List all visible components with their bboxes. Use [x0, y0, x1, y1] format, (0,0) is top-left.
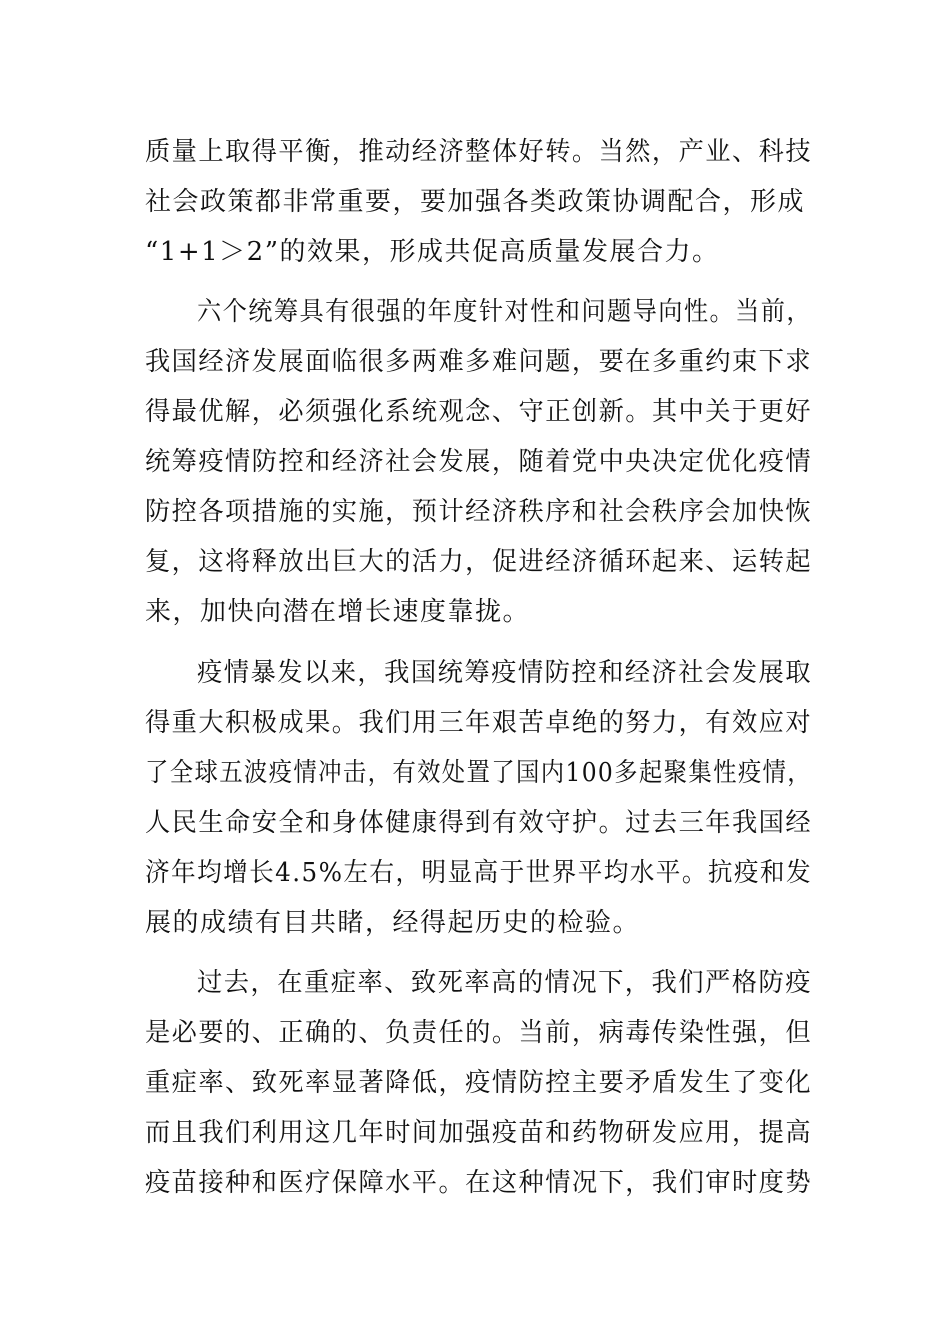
paragraph-3-line-1: 疫情暴发以来，我国统筹疫情防控和经济社会发展取	[197, 658, 812, 688]
paragraph-2-line-1: 六个统筹具有很强的年度针对性和问题导向性。当前，	[197, 297, 813, 327]
paragraph-2-line-2: 我国经济发展面临很多两难多难问题，要在多重约束下求	[145, 347, 813, 377]
paragraph-4-line-2: 是必要的、正确的、负责任的。当前，病毒传染性强，但	[145, 1018, 813, 1048]
paragraph-3-line-2: 得重大积极成果。我们用三年艰苦卓绝的努力，有效应对	[145, 708, 813, 738]
paragraph-4-line-1: 过去，在重症率、致死率高的情况下，我们严格防疫	[197, 968, 812, 998]
paragraph-3-line-4: 人民生命安全和身体健康得到有效守护。过去三年我国经	[145, 808, 813, 838]
paragraph-2-line-6: 复，这将释放出巨大的活力，促进经济循环起来、运转起	[145, 547, 813, 577]
paragraph-3-line-6: 展的成绩有目共睹，经得起历史的检验。	[145, 908, 641, 938]
paragraph-3-line-5: 济年均增长4.5%左右，明显高于世界平均水平。抗疫和发	[145, 858, 813, 888]
paragraph-4-line-5: 疫苗接种和医疗保障水平。在这种情况下，我们审时度势	[145, 1168, 813, 1198]
paragraph-2-line-4: 统筹疫情防控和经济社会发展，随着党中央决定优化疫情	[145, 447, 813, 477]
paragraph-2-line-7: 来，加快向潜在增长速度靠拢。	[145, 597, 531, 627]
paragraph-1-line-3: “1+1＞2”的效果，形成共促高质量发展合力。	[145, 237, 720, 267]
paragraph-2-line-5: 防控各项措施的实施，预计经济秩序和社会秩序会加快恢	[145, 497, 813, 527]
paragraph-1-line-1: 质量上取得平衡，推动经济整体好转。当然，产业、科技	[145, 137, 813, 167]
paragraph-3-line-3: 了全球五波疫情冲击，有效处置了国内100多起聚集性疫情，	[145, 758, 813, 788]
paragraph-2-line-3: 得最优解，必须强化系统观念、守正创新。其中关于更好	[145, 397, 813, 427]
paragraph-4-line-3: 重症率、致死率显著降低，疫情防控主要矛盾发生了变化	[145, 1068, 813, 1098]
paragraph-4-line-4: 而且我们利用这几年时间加强疫苗和药物研发应用，提高	[145, 1118, 813, 1148]
paragraph-1-line-2: 社会政策都非常重要，要加强各类政策协调配合，形成	[145, 187, 806, 217]
